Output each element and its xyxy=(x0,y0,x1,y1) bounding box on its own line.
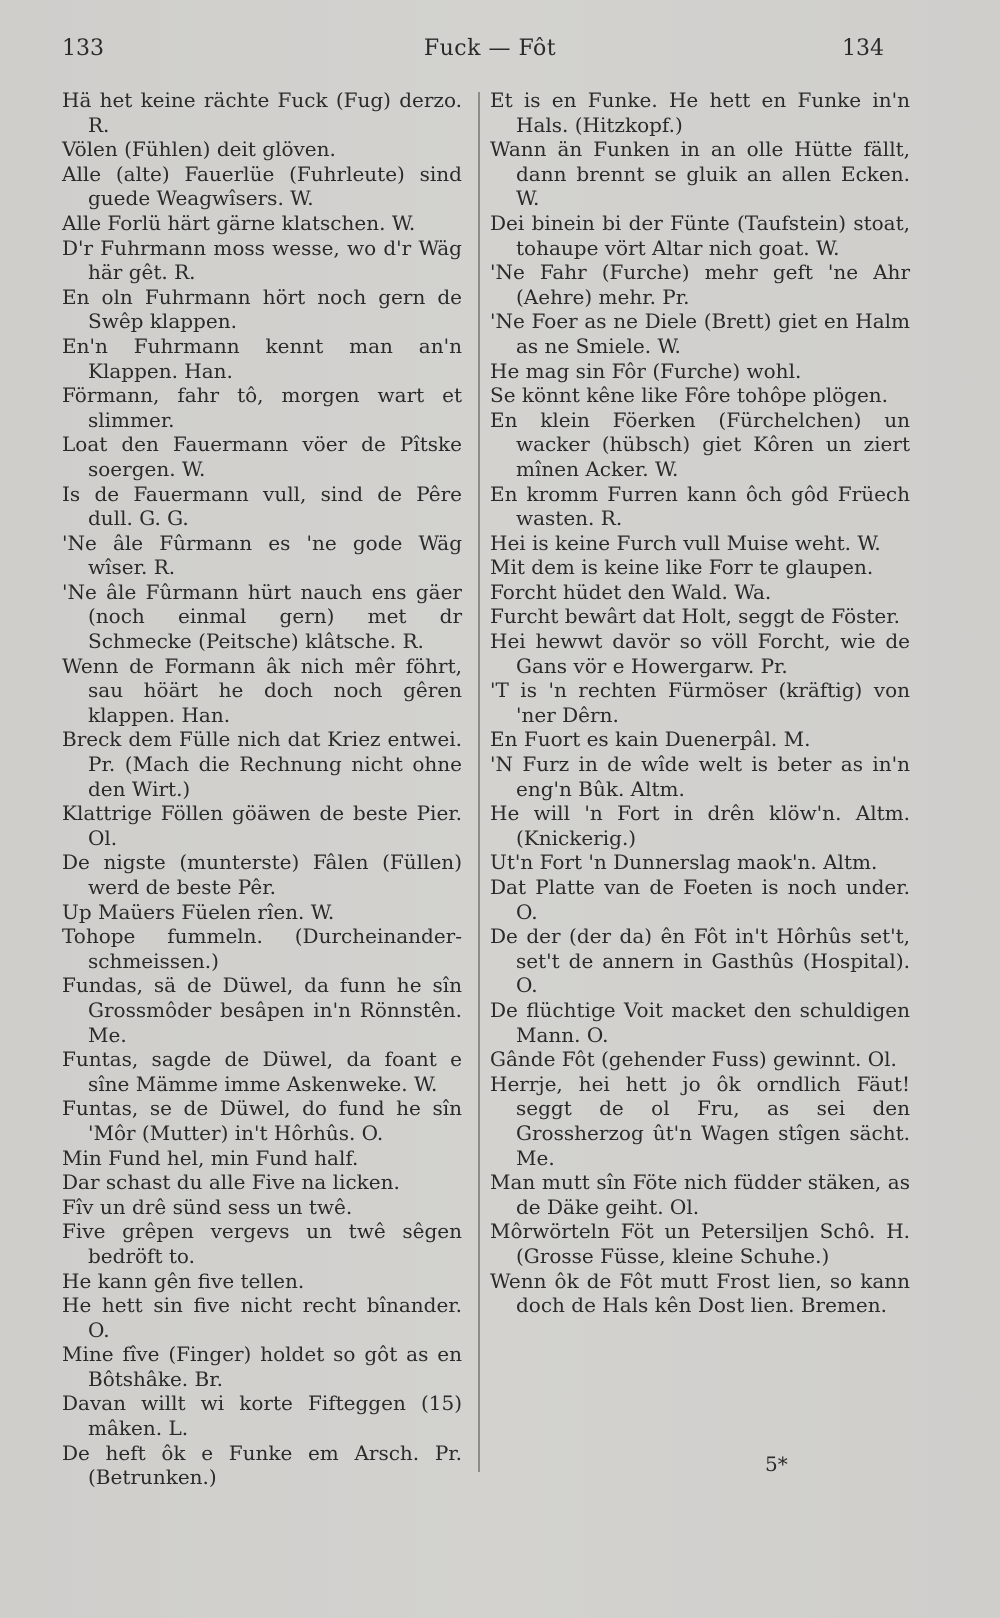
proverb-entry: Mine fîve (Finger) holdet so gôt as en Bôtshâke. Br. xyxy=(62,1342,462,1391)
proverb-entry: Se könnt kêne like Fôre tohôpe plögen. xyxy=(490,383,889,408)
proverb-entry: Hei hewwt davör so völl Forcht, wie de Gans vör e Howergarw. Pr. xyxy=(490,629,910,678)
proverb-entry: Wann än Funken in an olle Hütte fällt, dann brennt se gluik an allen Ecken. W. xyxy=(490,137,910,211)
proverb-entry: Funtas, se de Düwel, do fund he sîn 'Môr (Mutter) in't Hôrhûs. O. xyxy=(62,1096,462,1145)
proverb-entry: Furcht bewârt dat Holt, seggt de Föster. xyxy=(490,604,900,629)
proverb-entry: Man mutt sîn Föte nich füdder stäken, as de Däke geiht. Ol. xyxy=(490,1170,910,1219)
proverb-entry: 'Ne Foer as ne Diele (Brett) giet en Halm as ne Smiele. W. xyxy=(490,309,910,358)
proverb-entry: 'Ne Fahr (Furche) mehr geft 'ne Ahr (Aehre) mehr. Pr. xyxy=(490,260,910,309)
proverb-entry: Klattrige Föllen göäwen de beste Pier. Ol. xyxy=(62,801,462,850)
left-column xyxy=(62,88,462,1490)
proverb-entry: Ut'n Fort 'n Dunnerslag maok'n. Altm. xyxy=(490,850,878,875)
proverb-entry: En'n Fuhrmann kennt man an'n Klappen. Han. xyxy=(62,333,462,383)
proverb-entry: He will 'n Fort in drên klöw'n. Altm. (Knickerig.) xyxy=(490,801,910,850)
proverb-entry: Forcht hüdet den Wald. Wa. xyxy=(490,579,772,604)
proverb-entry: En Fuort es kain Duenerpâl. M. xyxy=(490,727,811,752)
proverb-entry: Five grêpen vergevs un twê sêgen bedröft to. xyxy=(62,1219,462,1268)
proverb-entry: D'r Fuhrmann moss wesse, wo d'r Wäg här gêt. R. xyxy=(62,235,462,285)
proverb-entry: Herrje, hei hett jo ôk orndlich Fäut! seggt de ol Fru, as sei den Grossherzog ût'n Wagen stîgen sächt. Me. xyxy=(490,1071,910,1170)
proverb-entry: Völen (Fühlen) deit glöven. xyxy=(62,137,336,162)
proverb-entry: Dat Platte van de Foeten is noch under. O. xyxy=(490,875,910,924)
proverb-entry: Môrwörteln Föt un Petersiljen Schô. H. (Grosse Füsse, kleine Schuhe.) xyxy=(490,1219,910,1268)
proverb-entry: 'T is 'n rechten Fürmöser (kräftig) von 'ner Dêrn. xyxy=(490,678,910,727)
proverb-entry: En oln Fuhrmann hört noch gern de Swêp klappen. xyxy=(62,284,462,334)
proverb-entry: De der (der da) ên Fôt in't Hôrhûs set't, set't de annern in Gasthûs (Hospital). O. xyxy=(490,924,910,998)
proverb-entry: De heft ôk e Funke em Arsch. Pr. (Betrunken.) xyxy=(62,1440,462,1490)
proverb-entry: En klein Föerken (Fürchelchen) un wacker (hübsch) giet Kôren un ziert mînen Acker. W. xyxy=(490,407,910,481)
proverb-entry: He hett sin five nicht recht bînander. O. xyxy=(62,1293,462,1342)
proverb-entry: Hä het keine rächte Fuck (Fug) derzo. R. xyxy=(62,88,462,137)
proverb-entry: De flüchtige Voit macket den schuldigen Mann. O. xyxy=(490,997,910,1047)
proverb-entry: En kromm Furren kann ôch gôd Früech wasten. R. xyxy=(490,481,910,531)
running-head: Fuck — Fôt xyxy=(423,36,557,61)
signature-mark: 5* xyxy=(765,1452,788,1476)
proverb-entry: Mit dem is keine like Forr te glaupen. xyxy=(490,555,874,580)
proverb-entry: He mag sin Fôr (Furche) wohl. xyxy=(490,358,802,383)
proverb-entry: Is de Fauermann vull, sind de Pêre dull. G. G. xyxy=(62,481,462,531)
right-column xyxy=(490,88,910,1318)
proverb-entry: Min Fund hel, min Fund half. xyxy=(62,1145,359,1170)
proverb-entry: Gânde Fôt (gehender Fuss) gewinnt. Ol. xyxy=(490,1047,897,1072)
proverb-entry: 'Ne âle Fûrmann es 'ne gode Wäg wîser. R. xyxy=(62,530,462,580)
proverb-entry: Alle (alte) Fauerlüe (Fuhrleute) sind guede Weagwîsers. W. xyxy=(62,161,462,211)
proverb-entry: Loat den Fauermann vöer de Pîtske soergen. W. xyxy=(62,432,462,481)
proverb-entry: Fîv un drê sünd sess un twê. xyxy=(62,1194,353,1219)
proverb-entry: Dar schast du alle Five na licken. xyxy=(62,1170,400,1195)
proverb-entry: Wenn de Formann âk nich mêr föhrt, sau höärt he doch noch gêren klappen. Han. xyxy=(62,653,462,727)
proverb-entry: He kann gên five tellen. xyxy=(62,1268,305,1293)
proverb-entry: Funtas, sagde de Düwel, da foant e sîne Mämme imme Askenweke. W. xyxy=(62,1047,462,1096)
proverb-entry: Wenn ôk de Fôt mutt Frost lien, so kann doch de Hals kên Dost lien. Bremen. xyxy=(490,1268,910,1318)
proverb-entry: Alle Forlü härt gärne klatschen. W. xyxy=(62,210,416,235)
proverb-entry: Hei is keine Furch vull Muise weht. W. xyxy=(490,530,881,555)
proverb-entry: Up Maüers Füelen rîen. W. xyxy=(62,899,335,924)
proverb-entry: Davan willt wi korte Fifteggen (15) mâken. L. xyxy=(62,1391,462,1441)
proverb-entry: Et is en Funke. He hett en Funke in'n Hals. (Hitzkopf.) xyxy=(490,88,910,137)
proverb-entry: Dei binein bi der Fünte (Taufstein) stoat, tohaupe vört Altar nich goat. W. xyxy=(490,210,910,260)
column-divider xyxy=(478,92,480,1472)
proverb-entry: Tohope fummeln. (Durcheinander-schmeissen.) xyxy=(62,924,462,973)
proverb-entry: De nigste (munterste) Fâlen (Füllen) werd de beste Pêr. xyxy=(62,850,462,899)
page-number-right: 134 xyxy=(842,36,884,61)
proverb-entry: Fundas, sä de Düwel, da funn he sîn Grossmôder besâpen in'n Rönnstên. Me. xyxy=(62,973,462,1047)
proverb-entry: 'Ne âle Fûrmann hürt nauch ens gäer (noch einmal gern) met dr Schmecke (Peitsche) klâtsche. R. xyxy=(62,579,462,654)
page-number-left: 133 xyxy=(62,36,104,61)
proverb-entry: Förmann, fahr tô, morgen wart et slimmer. xyxy=(62,383,462,432)
proverb-entry: Breck dem Fülle nich dat Kriez entwei. Pr. (Mach die Rechnung nicht ohne den Wirt.) xyxy=(62,727,462,801)
proverb-entry: 'N Furz in de wîde welt is beter as in'n eng'n Bûk. Altm. xyxy=(490,752,910,801)
